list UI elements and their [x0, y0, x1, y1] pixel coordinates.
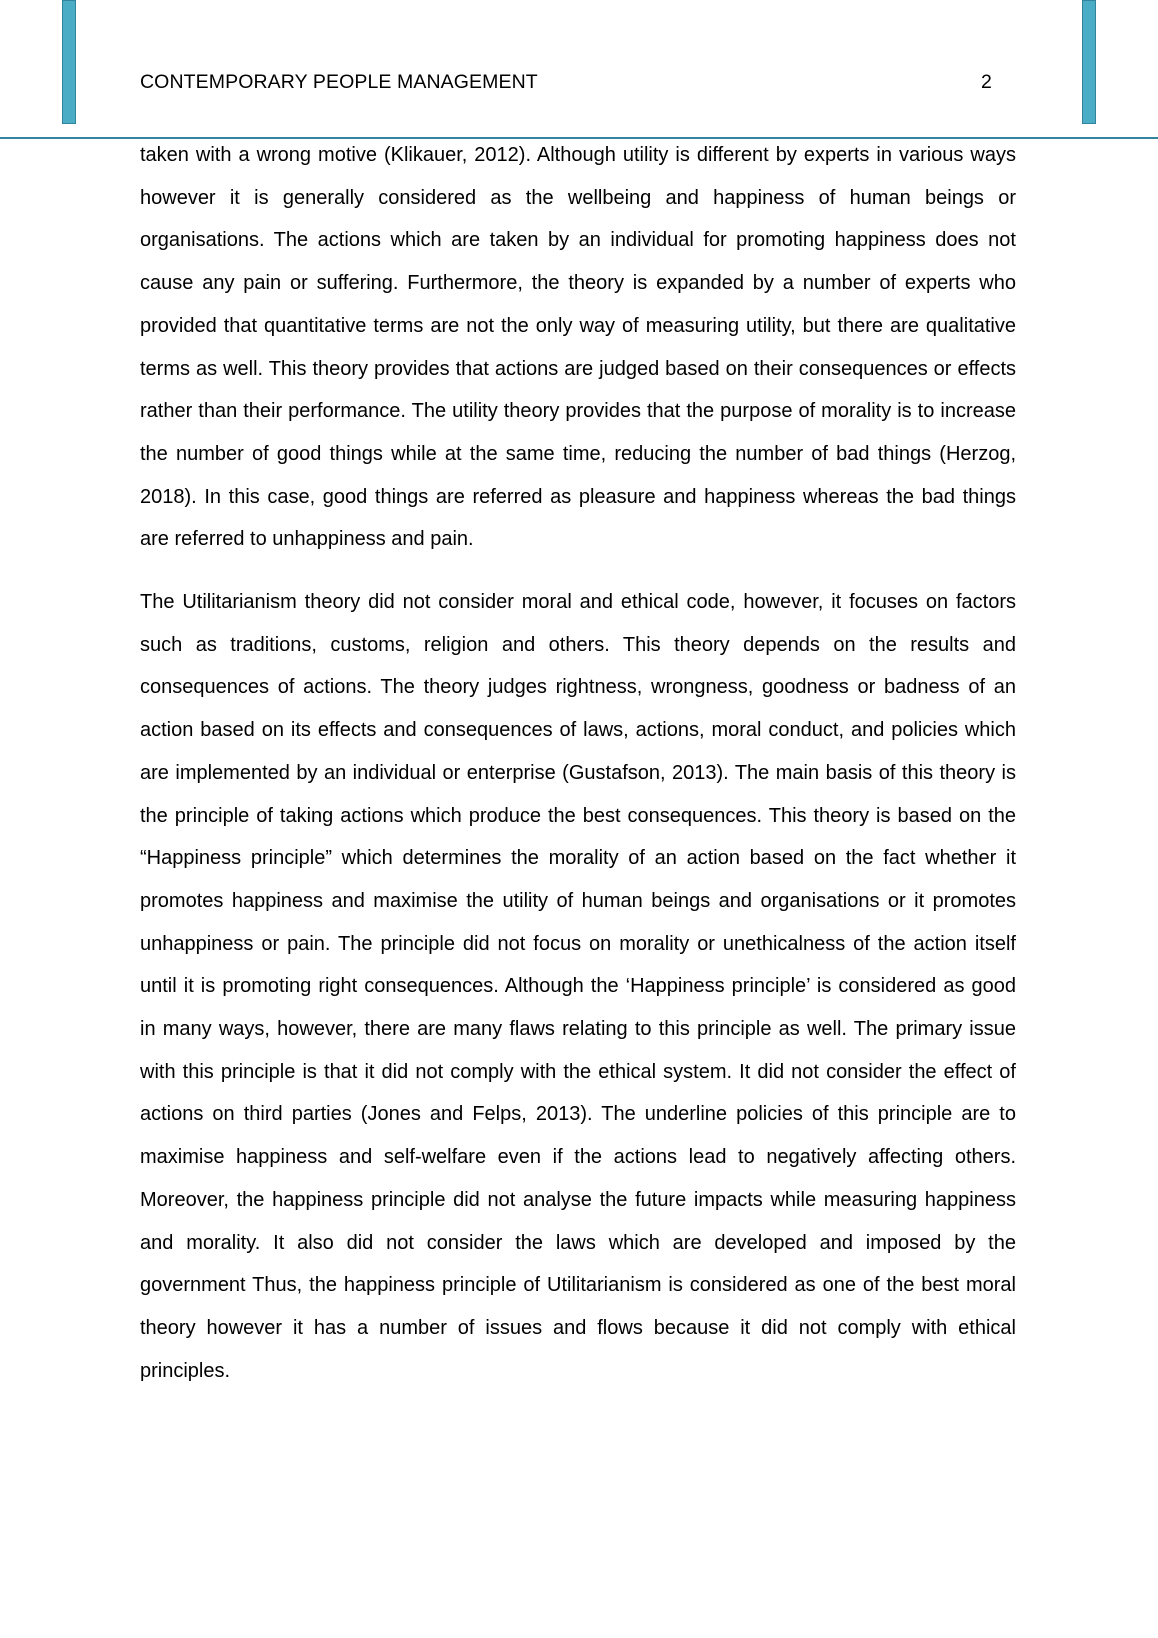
paragraph-2: The Utilitarianism theory did not consider moral and ethical code, however, it focuses on factors such as traditions, customs, religion and others. This theory depends on the results and consequences of actions. The theory judges rightness, wrongness, goodness or badness of an action based on its effects and consequences of laws, actions, moral conduct, and policies which are implemented by an individual or enterprise (Gustafson, 2013). The main basis of this theory is the principle of taking actions which produce the best consequences. This theory is based on the “Happiness principle” which determines the morality of an action based on the fact whether it promotes happiness and maximise the utility of human beings and organisations or it promotes unhappiness or pain. The principle did not focus on morality or unethicalness of the action itself until it is promoting right consequences. Although the ‘Happiness principle’ is considered as good in many ways, however, there are many flaws relating to this principle as well. The primary issue with this principle is that it did not comply with the ethical system. It did not consider the effect of actions on third parties (Jones and Felps, 2013). The underline policies of this principle are to maximise happiness and self-welfare even if the actions lead to negatively affecting others. Moreover, the happiness principle did not analyse the future impacts while measuring happiness and morality. It also did not consider the laws which are developed and imposed by the government Thus, the happiness principle of Utilitarianism is considered as one of the best moral theory however it has a number of issues and flows because it did not comply with ethical principles. — [140, 591, 1016, 1382]
page-number: 2 — [981, 71, 992, 93]
header-accent-bar-left — [62, 0, 76, 124]
header-accent-bar-right — [1082, 0, 1096, 124]
body-text — [140, 134, 1016, 1392]
running-head: CONTEMPORARY PEOPLE MANAGEMENT — [140, 71, 538, 93]
paragraph-1: taken with a wrong motive (Klikauer, 2012). Although utility is different by experts in various ways however it is generally considered as the wellbeing and happiness of human beings or organisations. The actions which are taken by an individual for promoting happiness does not cause any pain or suffering. Furthermore, the theory is expanded by a number of experts who provided that quantitative terms are not the only way of measuring utility, but there are qualitative terms as well. This theory provides that actions are judged based on their consequences or effects rather than their performance. The utility theory provides that the purpose of morality is to increase the number of good things while at the same time, reducing the number of bad things (Herzog, 2018). In this case, good things are referred as pleasure and happiness whereas the bad things are referred to unhappiness and pain. — [140, 144, 1016, 551]
